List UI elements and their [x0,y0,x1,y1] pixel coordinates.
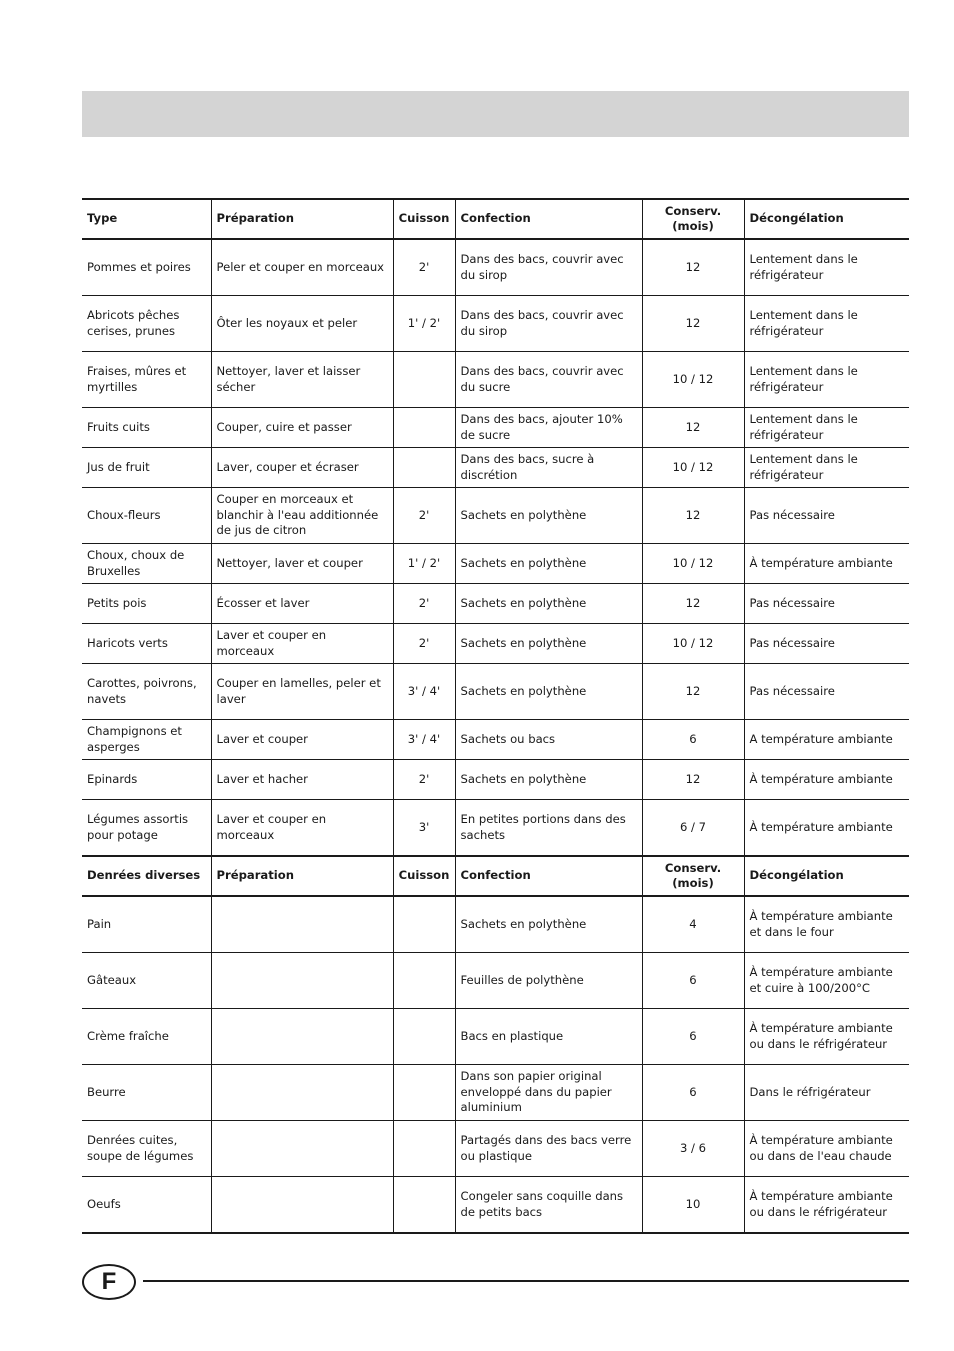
table-cell [393,448,455,488]
table-cell: 10 / 12 [642,448,744,488]
table-cell: Lentement dans le réfrigérateur [744,408,909,448]
column-header: Type [82,199,211,239]
table-cell [393,896,455,953]
table-cell: Partagés dans des bacs verre ou plastique [455,1121,642,1177]
table-cell: 3' / 4' [393,720,455,760]
table-cell: Dans des bacs, couvrir avec du sucre [455,352,642,408]
column-header: Préparation [211,199,393,239]
table-cell: Abricots pêches cerises, prunes [82,296,211,352]
table-row [82,896,909,953]
freezing-table [82,198,909,1234]
table-row [82,1065,909,1121]
table-cell: Congeler sans coquille dans de petits bacs [455,1177,642,1234]
table-cell: À température ambiante et cuire à 100/200°C [744,953,909,1009]
table-cell: 12 [642,408,744,448]
table-cell: Beurre [82,1065,211,1121]
table-cell: 3' / 4' [393,664,455,720]
table-cell: À température ambiante [744,544,909,584]
table-cell: Pas nécessaire [744,584,909,624]
header-band [82,91,909,137]
table-cell: A température ambiante [744,720,909,760]
table-cell [211,953,393,1009]
table-cell: 10 / 12 [642,624,744,664]
table-cell: Crème fraîche [82,1009,211,1065]
table-cell [393,1065,455,1121]
table-cell: Carottes, poivrons, navets [82,664,211,720]
table-cell: 12 [642,488,744,544]
table-cell: Lentement dans le réfrigérateur [744,296,909,352]
table-cell: 12 [642,239,744,296]
table-cell: Couper en lamelles, peler et laver [211,664,393,720]
table-cell: Choux-fleurs [82,488,211,544]
table-cell [393,953,455,1009]
table-row [82,239,909,296]
column-header: Décongélation [744,199,909,239]
table-cell: En petites portions dans des sachets [455,800,642,857]
table-cell: Nettoyer, laver et laisser sécher [211,352,393,408]
table-cell [211,1065,393,1121]
table-cell: Dans des bacs, sucre à discrétion [455,448,642,488]
table-row [82,352,909,408]
table-cell [393,408,455,448]
table-cell: Pas nécessaire [744,624,909,664]
column-header: Denrées diverses [82,856,211,896]
column-header: Confection [455,856,642,896]
table-cell: 10 / 12 [642,544,744,584]
column-header: Cuisson [393,199,455,239]
table-cell: Oeufs [82,1177,211,1234]
table-row [82,1009,909,1065]
table-row [82,296,909,352]
table-cell: Denrées cuites, soupe de légumes [82,1121,211,1177]
table-cell: Légumes assortis pour potage [82,800,211,857]
table-cell: 6 / 7 [642,800,744,857]
table-cell: Sachets ou bacs [455,720,642,760]
table-cell: 2' [393,624,455,664]
table-cell: Sachets en polythène [455,624,642,664]
table-row [82,488,909,544]
table-row [82,584,909,624]
table-cell: À température ambiante ou dans le réfrigérateur [744,1177,909,1234]
table-cell: Dans son papier original enveloppé dans du papier aluminium [455,1065,642,1121]
table-cell: Sachets en polythène [455,760,642,800]
table-cell [393,1009,455,1065]
table-row [82,664,909,720]
table-cell: Pas nécessaire [744,664,909,720]
table-cell: Laver, couper et écraser [211,448,393,488]
column-header: Conserv. (mois) [642,856,744,896]
table-cell: À température ambiante [744,800,909,857]
table-cell: Ôter les noyaux et peler [211,296,393,352]
table-cell: 2' [393,239,455,296]
table-row [82,544,909,584]
table-cell: Choux, choux de Bruxelles [82,544,211,584]
table-cell [393,1177,455,1234]
table-cell: Dans des bacs, couvrir avec du sirop [455,296,642,352]
table-cell [211,896,393,953]
table-cell: Laver et couper [211,720,393,760]
column-header: Décongélation [744,856,909,896]
table-cell: Laver et hacher [211,760,393,800]
table-cell: Sachets en polythène [455,584,642,624]
table-cell: Petits pois [82,584,211,624]
column-header: Préparation [211,856,393,896]
table-cell: 6 [642,953,744,1009]
table-row [82,448,909,488]
table-cell: Sachets en polythène [455,544,642,584]
table-cell: Dans des bacs, couvrir avec du sirop [455,239,642,296]
table-cell: Lentement dans le réfrigérateur [744,352,909,408]
table-cell: Bacs en plastique [455,1009,642,1065]
table-cell: 4 [642,896,744,953]
table-cell: Pommes et poires [82,239,211,296]
table-row [82,800,909,857]
table-cell: 1' / 2' [393,544,455,584]
table-row [82,1121,909,1177]
table-cell: 6 [642,1065,744,1121]
column-header: Cuisson [393,856,455,896]
table-cell: Champignons et asperges [82,720,211,760]
table-cell: Fruits cuits [82,408,211,448]
table-row [82,760,909,800]
table-cell: Laver et couper en morceaux [211,624,393,664]
table-cell: Fraises, mûres et myrtilles [82,352,211,408]
table-cell: À température ambiante et dans le four [744,896,909,953]
language-badge: F [82,1264,136,1300]
table-cell: Dans des bacs, ajouter 10% de sucre [455,408,642,448]
table-cell: Écosser et laver [211,584,393,624]
table-cell [393,1121,455,1177]
table-cell: Sachets en polythène [455,664,642,720]
table-cell: Haricots verts [82,624,211,664]
table-cell [211,1177,393,1234]
table-cell: 6 [642,1009,744,1065]
table-cell: 10 / 12 [642,352,744,408]
table-row [82,953,909,1009]
table-cell [211,1121,393,1177]
table-cell: À température ambiante ou dans de l'eau chaude [744,1121,909,1177]
table-cell: Couper, cuire et passer [211,408,393,448]
table-cell: Dans le réfrigérateur [744,1065,909,1121]
table-cell: 2' [393,760,455,800]
table-cell: 6 [642,720,744,760]
table-cell: 2' [393,584,455,624]
footer-rule [143,1280,909,1282]
table-cell: 3' [393,800,455,857]
table-cell: 12 [642,584,744,624]
table-cell [211,1009,393,1065]
table-header-row [82,199,909,239]
table-cell: Nettoyer, laver et couper [211,544,393,584]
table-cell: Sachets en polythène [455,896,642,953]
table-cell: Jus de fruit [82,448,211,488]
table-cell: Couper en morceaux et blanchir à l'eau additionnée de jus de citron [211,488,393,544]
table-cell: À température ambiante [744,760,909,800]
table-header-row [82,856,909,896]
table-cell: Laver et couper en morceaux [211,800,393,857]
table-cell: Lentement dans le réfrigérateur [744,448,909,488]
table-cell: À température ambiante ou dans le réfrigérateur [744,1009,909,1065]
table-row [82,408,909,448]
table-row [82,720,909,760]
table-cell: 2' [393,488,455,544]
table-cell: Epinards [82,760,211,800]
table-cell: Pain [82,896,211,953]
table-cell: Sachets en polythène [455,488,642,544]
table-cell: Peler et couper en morceaux [211,239,393,296]
column-header: Conserv. (mois) [642,199,744,239]
table-cell: 3 / 6 [642,1121,744,1177]
table-cell [393,352,455,408]
table-cell: Gâteaux [82,953,211,1009]
table-cell: Pas nécessaire [744,488,909,544]
table-cell: 12 [642,296,744,352]
table-row [82,1177,909,1234]
table-cell: Feuilles de polythène [455,953,642,1009]
table-cell: Lentement dans le réfrigérateur [744,239,909,296]
table-cell: 12 [642,760,744,800]
table-cell: 12 [642,664,744,720]
table-cell: 1' / 2' [393,296,455,352]
table-row [82,624,909,664]
table-cell: 10 [642,1177,744,1234]
column-header: Confection [455,199,642,239]
